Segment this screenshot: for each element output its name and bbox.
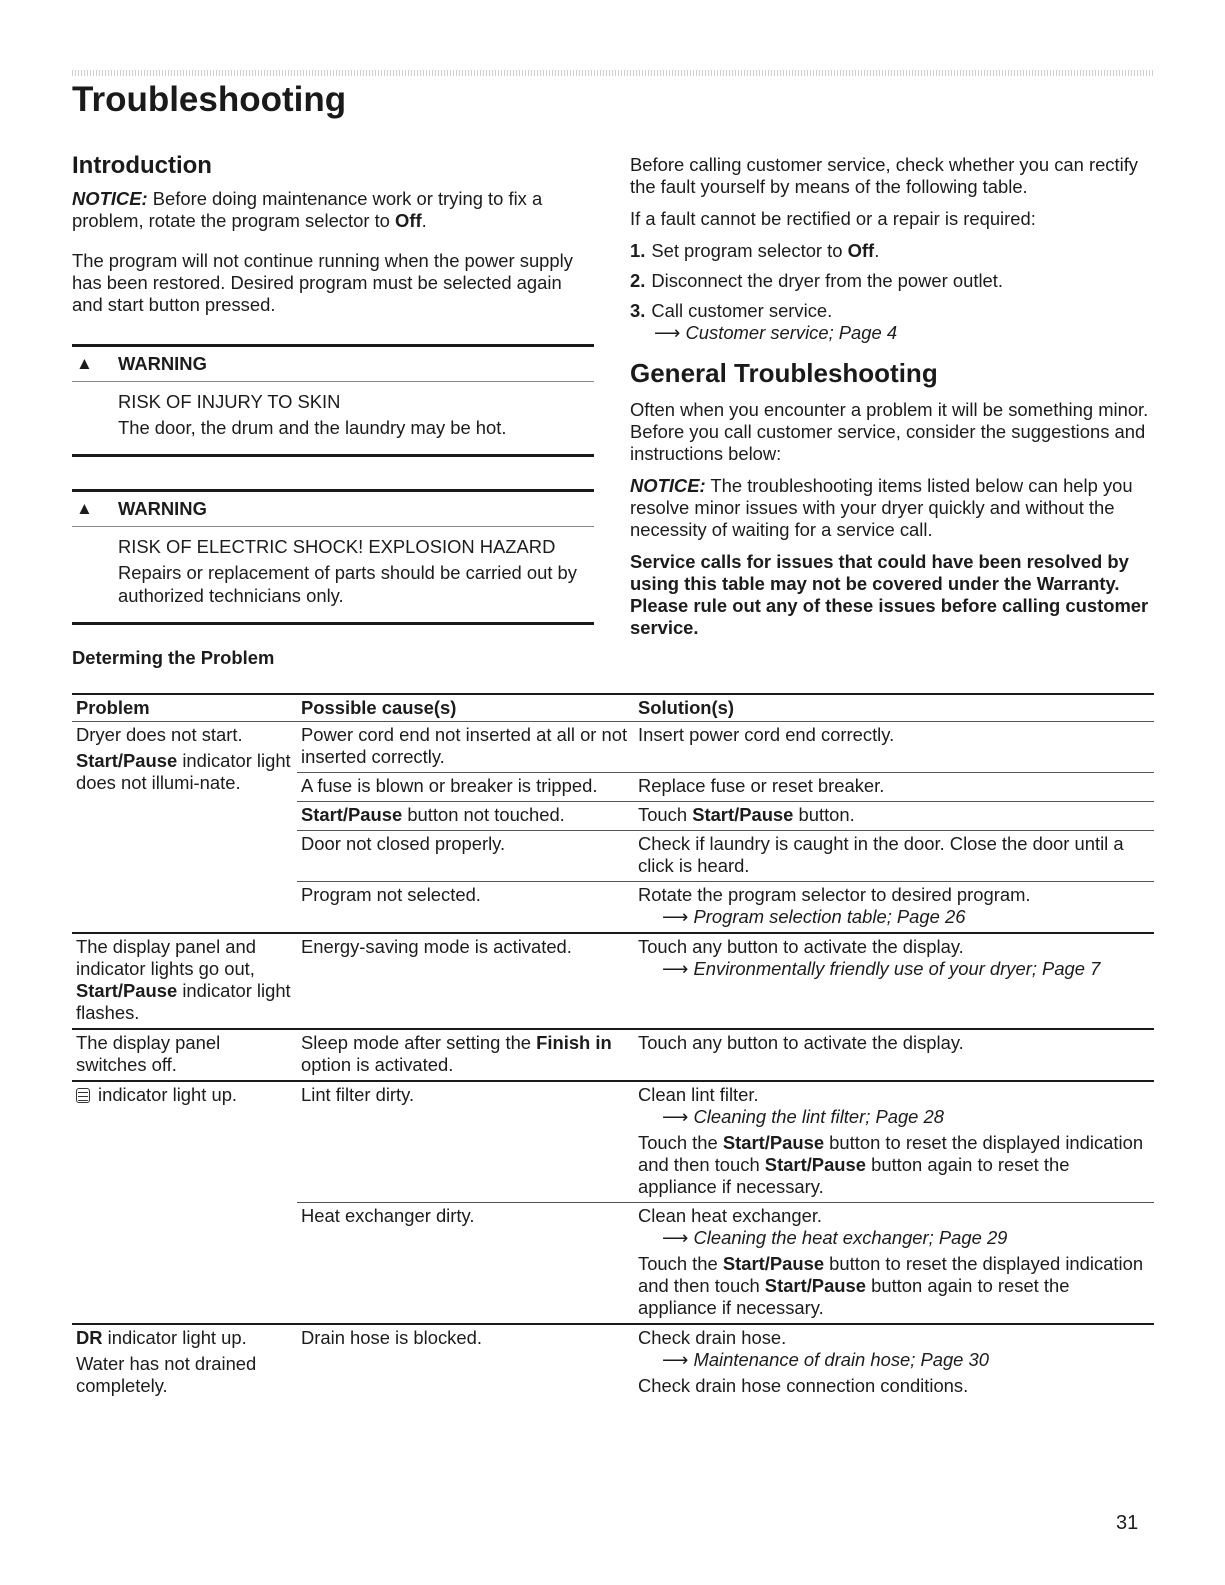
right-para-1: Before calling customer service, check whether you can rectify the fault yourself by means of the following table. <box>630 154 1139 197</box>
column-header-solution: Solution(s) <box>634 694 1154 722</box>
step-item: 3. Call customer service. ⟶ Customer service; Page 4 <box>630 300 1150 344</box>
table-row <box>72 1081 1154 1203</box>
solution-cell: Check if laundry is caught in the door. Close the door until a click is heard. <box>634 831 1154 882</box>
lint-filter-icon <box>76 1088 90 1103</box>
solution-cell: Touch Start/Pause button. <box>634 802 1154 831</box>
cause-cell: Program not selected. <box>297 882 634 934</box>
warning-risk-line: RISK OF ELECTRIC SHOCK! EXPLOSION HAZARD <box>118 536 556 557</box>
general-troubleshooting-heading: General Troubleshooting <box>630 358 938 388</box>
page-reference: ⟶ Customer service; Page 4 <box>654 322 898 343</box>
cause-cell: Sleep mode after setting the Finish in option is activated. <box>297 1029 634 1081</box>
arrow-right-icon: ⟶ <box>654 322 681 343</box>
cause-cell: Power cord end not inserted at all or not inserted correctly. <box>301 724 628 767</box>
column-header-cause: Possible cause(s) <box>297 694 634 722</box>
warning-label: WARNING <box>118 353 207 374</box>
introduction-heading: Introduction <box>72 152 212 179</box>
cause-cell: A fuse is blown or breaker is tripped. <box>297 773 634 802</box>
problem-cell: DR indicator light up. Water has not drained completely. <box>72 1324 297 1401</box>
column-header-problem: Problem <box>72 694 297 722</box>
warranty-note: Service calls for issues that could have been resolved by using this table may not be covered under the Warranty. Please rule out any of these issues before calling customer service. <box>630 551 1149 638</box>
problem-cell: Dryer does not start. Start/Pause indicator light does not illumi-nate. <box>76 724 291 793</box>
solution-cell: Touch any button to activate the display. <box>634 1029 1154 1081</box>
right-notice: NOTICE: The troubleshooting items listed below can help you resolve minor issues with your dryer quickly and without the necessity of waiting for a service call. <box>630 475 1133 540</box>
solution-cell: Insert power cord end correctly. <box>638 724 895 745</box>
intro-paragraph: The program will not continue running when the power supply has been restored. Desired program must be selected again and start button pressed. <box>72 250 573 315</box>
solution-cell: Touch any button to activate the display. ⟶ Environmentally friendly use of your dryer; Page 7 <box>634 933 1154 1029</box>
cause-cell: Heat exchanger dirty. <box>297 1203 634 1325</box>
page-reference: ⟶ Environmentally friendly use of your dryer; Page 7 <box>662 958 1101 979</box>
solution-cell: Check drain hose. ⟶ Maintenance of drain hose; Page 30 Check drain hose connection conditions. <box>634 1324 1154 1401</box>
left-column <box>72 152 594 669</box>
table-header-row <box>72 694 1154 722</box>
intro-notice: NOTICE: Before doing maintenance work or trying to fix a problem, rotate the program selector to Off. <box>72 188 543 231</box>
arrow-right-icon: ⟶ <box>662 1349 689 1370</box>
arrow-right-icon: ⟶ <box>662 1227 689 1248</box>
warning-triangle-icon: ▲ <box>76 354 93 373</box>
arrow-right-icon: ⟶ <box>662 958 689 979</box>
page-number: 31 <box>1116 1512 1139 1534</box>
arrow-right-icon: ⟶ <box>662 1106 689 1127</box>
solution-cell: Rotate the program selector to desired program. ⟶ Program selection table; Page 26 <box>634 882 1154 934</box>
page-reference: ⟶ Maintenance of drain hose; Page 30 <box>662 1349 989 1370</box>
warning-triangle-icon: ▲ <box>76 499 93 518</box>
right-para-2: If a fault cannot be rectified or a repair is required: <box>630 208 1036 229</box>
steps-list <box>630 240 1150 344</box>
arrow-right-icon: ⟶ <box>662 906 689 927</box>
warning-risk-line: RISK OF INJURY TO SKIN <box>118 391 341 412</box>
right-para-3: Often when you encounter a problem it will be something minor. Before you call customer service, consider the suggestions and instructions below: <box>630 399 1149 464</box>
warning-label: WARNING <box>118 498 207 519</box>
warning-box-skin <box>72 344 594 457</box>
solution-cell: Clean heat exchanger. ⟶ Cleaning the heat exchanger; Page 29 Touch the Start/Pause button to reset the displayed indication and then touch Start/Pause button again to reset the appliance if necessary. <box>634 1203 1154 1325</box>
page-reference: ⟶ Cleaning the heat exchanger; Page 29 <box>662 1227 1008 1248</box>
cause-cell: Lint filter dirty. <box>297 1081 634 1203</box>
cause-cell: Start/Pause button not touched. <box>297 802 634 831</box>
solution-cell: Clean lint filter. ⟶ Cleaning the lint filter; Page 28 Touch the Start/Pause button to reset the displayed indication and then touch Start/Pause button again to reset the appliance if necessary. <box>634 1081 1154 1203</box>
page-reference: ⟶ Cleaning the lint filter; Page 28 <box>662 1106 944 1127</box>
warning-box-electric <box>72 489 594 625</box>
problem-cell: The display panel and indicator lights go out, Start/Pause indicator light flashes. <box>72 933 297 1029</box>
header-rule <box>72 70 1154 76</box>
page-reference: ⟶ Program selection table; Page 26 <box>662 906 966 927</box>
warning-detail-line: The door, the drum and the laundry may be hot. <box>118 417 507 438</box>
table-row <box>72 933 1154 1029</box>
cause-cell: Drain hose is blocked. <box>297 1324 634 1401</box>
table-row <box>72 722 1154 773</box>
troubleshooting-table <box>72 693 1154 1401</box>
problem-cell: The display panel switches off. <box>72 1029 297 1081</box>
page-title: Troubleshooting <box>72 80 347 119</box>
determining-heading: Determing the Problem <box>72 647 275 668</box>
table-row <box>72 1029 1154 1081</box>
problem-cell: indicator light up. <box>72 1081 297 1324</box>
right-column <box>630 154 1150 649</box>
step-item: 1. Set program selector to Off. <box>630 240 880 261</box>
step-item: 2. Disconnect the dryer from the power outlet. <box>630 270 1003 291</box>
warning-detail-line: Repairs or replacement of parts should be carried out by authorized technicians only. <box>118 562 577 606</box>
cause-cell: Energy-saving mode is activated. <box>297 933 634 1029</box>
table-row <box>72 1324 1154 1401</box>
solution-cell: Replace fuse or reset breaker. <box>634 773 1154 802</box>
cause-cell: Door not closed properly. <box>297 831 634 882</box>
